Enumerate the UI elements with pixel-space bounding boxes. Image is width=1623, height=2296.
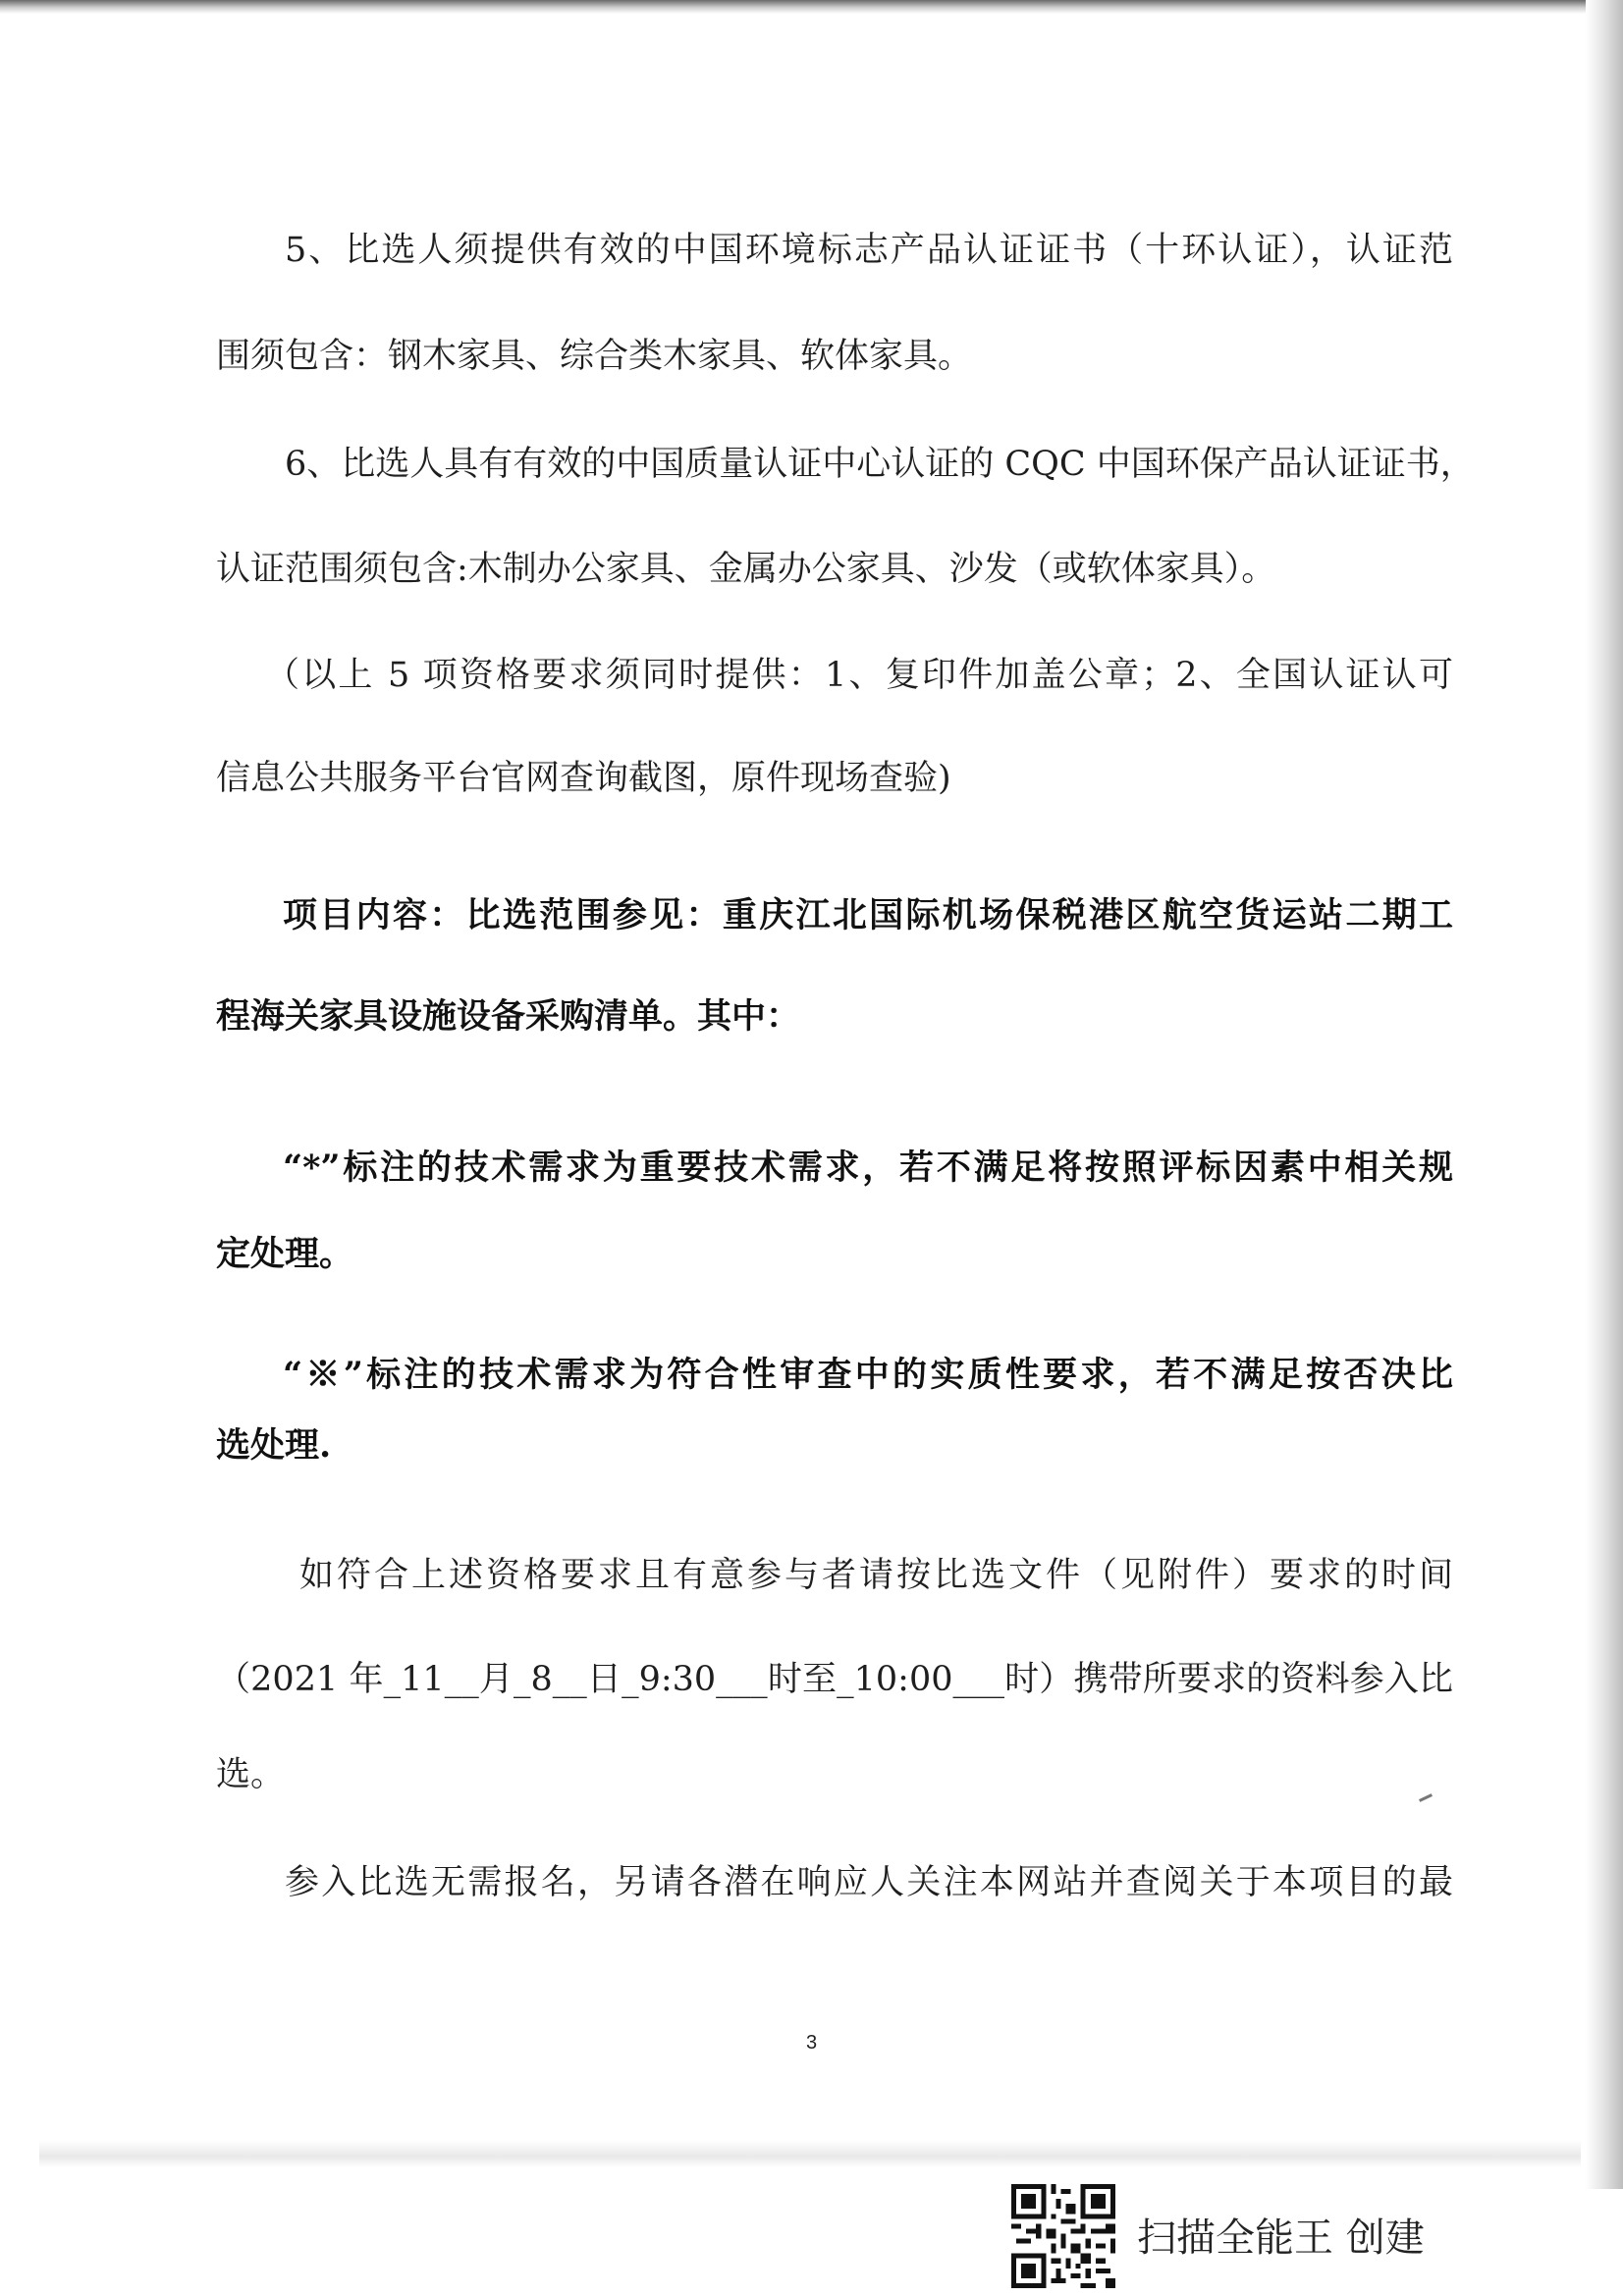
page-number: 3	[805, 2032, 818, 2054]
paragraph-6-line-1: 6、比选人具有有效的中国质量认证中心认证的 CQC 中国环保产品认证证书，	[285, 445, 1475, 484]
time-paragraph-line-3: 选。	[216, 1755, 286, 1794]
star-requirement-line-2: 定处理。	[216, 1234, 354, 1274]
star-requirement-line-1: “*”标注的技术需求为重要技术需求，若不满足将按照评标因素中相关规	[283, 1148, 1453, 1188]
reference-requirement-line-2: 选处理.	[216, 1425, 332, 1466]
qr-code-icon	[1011, 2184, 1115, 2288]
project-content-line-2: 程海关家具设施设备采购清单。其中：	[216, 996, 801, 1037]
note-line-1: （以上 5 项资格要求须同时提供：1、复印件加盖公章；2、全国认证认可	[265, 656, 1453, 695]
scanner-watermark-text: 扫描全能王 创建	[1137, 2216, 1425, 2261]
time-paragraph-line-1: 如符合上述资格要求且有意参与者请按比选文件（见附件）要求的时间	[299, 1556, 1453, 1595]
reference-requirement-line-1: “※”标注的技术需求为符合性审查中的实质性要求，若不满足按否决比	[283, 1355, 1453, 1395]
project-content-line-1: 项目内容：比选范围参见：重庆江北国际机场保税港区航空货运站二期工	[283, 895, 1453, 935]
paragraph-5-line-1: 5、比选人须提供有效的中国环境标志产品认证证书（十环认证），认证范	[285, 231, 1453, 270]
note-line-2: 信息公共服务平台官网查询截图，原件现场查验)	[216, 759, 951, 798]
registration-line-1: 参入比选无需报名，另请各潜在响应人关注本网站并查阅关于本项目的最	[285, 1863, 1453, 1902]
time-paragraph-line-2: （2021 年_11__月_8__日_9:30___时至_10:00___时）携带所要求的资料参入比	[216, 1660, 1453, 1699]
paragraph-6-line-2: 认证范围须包含:木制办公家具、金属办公家具、沙发（或软体家具）。	[216, 550, 1276, 589]
paragraph-5-line-2: 围须包含：钢木家具、综合类木家具、软体家具。	[216, 337, 973, 376]
